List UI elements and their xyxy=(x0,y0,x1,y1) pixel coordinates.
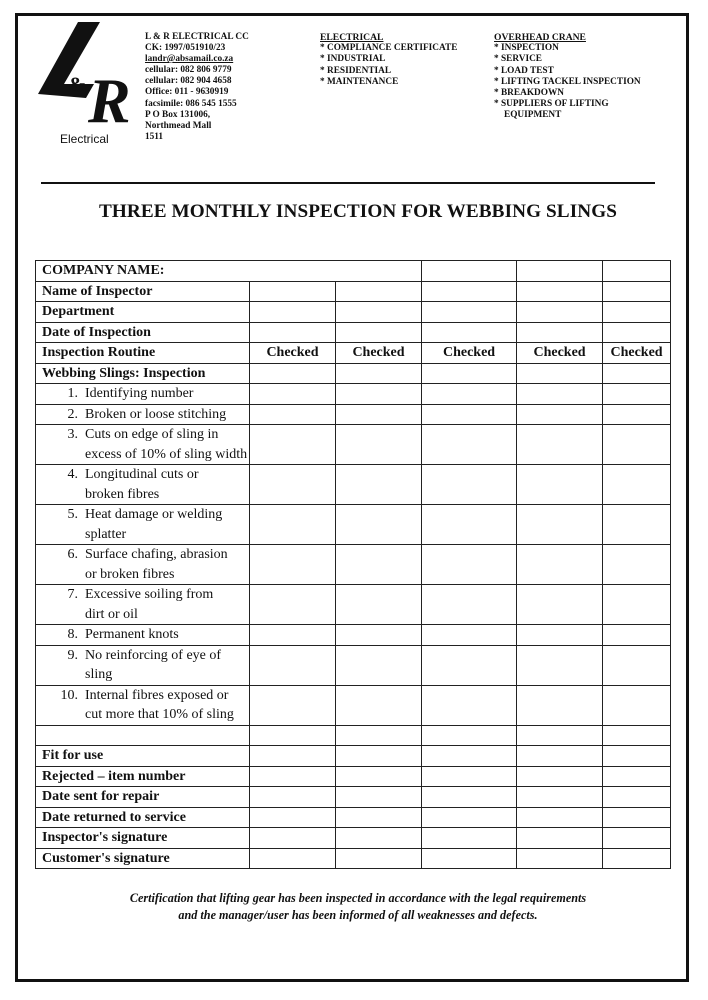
table-row xyxy=(36,322,671,343)
table-row xyxy=(36,848,671,869)
inspection-item: 1. Identifying number xyxy=(36,384,250,405)
entry-cell[interactable] xyxy=(517,766,603,787)
check-cell[interactable] xyxy=(250,505,336,545)
check-cell[interactable] xyxy=(422,404,517,425)
check-cell[interactable] xyxy=(336,425,422,465)
inspection-item: 6. Surface chafing, abrasion or broken fibres xyxy=(36,545,250,585)
entry-cell[interactable] xyxy=(250,766,336,787)
entry-cell[interactable] xyxy=(250,807,336,828)
check-cell[interactable] xyxy=(603,465,671,505)
crane-item: * SERVICE xyxy=(494,54,664,65)
entry-cell[interactable] xyxy=(422,746,517,767)
table-row xyxy=(36,787,671,808)
signature-cell[interactable] xyxy=(517,848,603,869)
signature-cell[interactable] xyxy=(603,848,671,869)
signature-cell[interactable] xyxy=(517,828,603,849)
company-cellular-2: cellular: 082 904 4658 xyxy=(145,76,232,87)
check-cell[interactable] xyxy=(250,363,336,384)
signature-cell[interactable] xyxy=(250,828,336,849)
inspection-item: 5. Heat damage or welding splatter xyxy=(36,505,250,545)
company-cellular-1: cellular: 082 806 9779 xyxy=(145,65,232,76)
check-cell[interactable] xyxy=(517,505,603,545)
check-cell[interactable] xyxy=(517,545,603,585)
check-cell[interactable] xyxy=(517,645,603,685)
electrical-services xyxy=(320,32,457,88)
table-row xyxy=(36,404,671,425)
check-cell[interactable] xyxy=(336,585,422,625)
header-divider xyxy=(41,182,655,184)
check-cell[interactable] xyxy=(336,725,422,746)
check-cell[interactable] xyxy=(517,465,603,505)
customer-signature-label: Customer's signature xyxy=(36,848,250,869)
entry-cell[interactable] xyxy=(336,746,422,767)
signature-cell[interactable] xyxy=(336,828,422,849)
certification-line-2: and the manager/user has been informed of all weaknesses and defects. xyxy=(178,907,538,922)
entry-cell[interactable] xyxy=(517,746,603,767)
table-row xyxy=(36,281,671,302)
entry-cell[interactable] xyxy=(336,807,422,828)
entry-cell[interactable] xyxy=(422,787,517,808)
entry-cell[interactable] xyxy=(517,787,603,808)
check-cell[interactable] xyxy=(250,384,336,405)
company-logo xyxy=(38,22,138,147)
table-row xyxy=(36,625,671,646)
table-row xyxy=(36,302,671,323)
signature-cell[interactable] xyxy=(250,848,336,869)
check-cell[interactable] xyxy=(336,404,422,425)
entry-cell[interactable] xyxy=(603,746,671,767)
check-cell[interactable] xyxy=(422,625,517,646)
electrical-item: * MAINTENANCE xyxy=(320,77,457,88)
table-row xyxy=(36,363,671,384)
entry-cell[interactable] xyxy=(336,322,422,343)
check-cell[interactable] xyxy=(336,645,422,685)
check-cell[interactable] xyxy=(422,384,517,405)
company-name-cell[interactable] xyxy=(517,261,603,282)
check-cell[interactable] xyxy=(603,425,671,465)
check-cell[interactable] xyxy=(336,625,422,646)
table-row xyxy=(36,585,671,625)
signature-cell[interactable] xyxy=(336,848,422,869)
check-cell[interactable] xyxy=(422,465,517,505)
check-cell[interactable] xyxy=(422,685,517,725)
date-sent-for-repair-label: Date sent for repair xyxy=(36,787,250,808)
company-name-cell[interactable] xyxy=(422,261,517,282)
inspection-item: 8. Permanent knots xyxy=(36,625,250,646)
check-cell[interactable] xyxy=(250,465,336,505)
entry-cell[interactable] xyxy=(336,281,422,302)
certification-note xyxy=(38,890,678,923)
entry-cell[interactable] xyxy=(422,281,517,302)
entry-cell[interactable] xyxy=(422,766,517,787)
company-email[interactable]: landr@absamail.co.za xyxy=(145,54,234,65)
crane-item: * LOAD TEST xyxy=(494,66,664,77)
check-cell[interactable] xyxy=(603,725,671,746)
entry-cell[interactable] xyxy=(422,807,517,828)
section-label: Webbing Slings: Inspection xyxy=(36,363,250,384)
checked-header: Checked xyxy=(422,343,517,364)
checked-header: Checked xyxy=(603,343,671,364)
check-cell[interactable] xyxy=(336,685,422,725)
check-cell[interactable] xyxy=(422,725,517,746)
entry-cell[interactable] xyxy=(603,322,671,343)
entry-cell[interactable] xyxy=(336,766,422,787)
check-cell[interactable] xyxy=(603,363,671,384)
entry-cell[interactable] xyxy=(422,302,517,323)
company-details xyxy=(145,32,249,143)
table-row xyxy=(36,645,671,685)
check-cell[interactable] xyxy=(603,404,671,425)
check-cell[interactable] xyxy=(517,384,603,405)
entry-cell[interactable] xyxy=(603,807,671,828)
entry-cell[interactable] xyxy=(603,281,671,302)
check-cell[interactable] xyxy=(250,425,336,465)
entry-cell[interactable] xyxy=(517,281,603,302)
crane-item: * LIFTING TACKEL INSPECTION xyxy=(494,77,664,88)
date-of-inspection-label: Date of Inspection xyxy=(36,322,250,343)
table-row xyxy=(36,465,671,505)
entry-cell[interactable] xyxy=(603,787,671,808)
entry-cell[interactable] xyxy=(603,302,671,323)
check-cell[interactable] xyxy=(250,585,336,625)
entry-cell[interactable] xyxy=(250,302,336,323)
table-row xyxy=(36,384,671,405)
date-returned-label: Date returned to service xyxy=(36,807,250,828)
signature-cell[interactable] xyxy=(603,828,671,849)
logo-subtitle: Electrical xyxy=(60,132,109,146)
entry-cell[interactable] xyxy=(250,787,336,808)
company-po-box: P O Box 131006, xyxy=(145,109,211,120)
check-cell[interactable] xyxy=(422,363,517,384)
certification-line-1: Certification that lifting gear has been inspected in accordance with the legal requirements xyxy=(129,891,587,905)
check-cell[interactable] xyxy=(336,363,422,384)
inspection-item: 2. Broken or loose stitching xyxy=(36,404,250,425)
signature-cell[interactable] xyxy=(422,848,517,869)
check-cell[interactable] xyxy=(336,465,422,505)
electrical-item: * RESIDENTIAL xyxy=(320,66,457,77)
check-cell[interactable] xyxy=(517,404,603,425)
entry-cell[interactable] xyxy=(517,807,603,828)
company-facsimile: facsimile: 086 545 1555 xyxy=(145,98,237,109)
inspection-item: 3. Cuts on edge of sling in excess of 10% of sling width xyxy=(36,425,250,465)
checked-header: Checked xyxy=(517,343,603,364)
company-mall: Northmead Mall xyxy=(145,120,212,131)
check-cell[interactable] xyxy=(603,545,671,585)
table-row xyxy=(36,828,671,849)
checked-header: Checked xyxy=(336,343,422,364)
page-title: THREE MONTHLY INSPECTION FOR WEBBING SLINGS xyxy=(98,201,618,222)
crane-item: * SUPPLIERS OF LIFTING EQUIPMENT xyxy=(494,99,664,121)
company-office: Office: 011 - 9630919 xyxy=(145,87,229,98)
entry-cell[interactable] xyxy=(250,746,336,767)
check-cell[interactable] xyxy=(336,545,422,585)
logo-ampersand: & xyxy=(68,72,87,97)
check-cell[interactable] xyxy=(422,645,517,685)
electrical-heading: ELECTRICAL xyxy=(320,32,384,43)
inspection-routine-label: Inspection Routine xyxy=(36,343,250,364)
crane-item: * BREAKDOWN xyxy=(494,88,664,99)
company-name-label: COMPANY NAME: xyxy=(36,261,422,282)
fit-for-use-label: Fit for use xyxy=(36,746,250,767)
table-row xyxy=(36,505,671,545)
overhead-crane-services xyxy=(494,32,664,122)
company-name-cell[interactable] xyxy=(603,261,671,282)
check-cell[interactable] xyxy=(517,425,603,465)
entry-cell[interactable] xyxy=(250,281,336,302)
electrical-item: * COMPLIANCE CERTIFICATE xyxy=(320,43,457,54)
check-cell[interactable] xyxy=(422,425,517,465)
entry-cell[interactable] xyxy=(336,302,422,323)
check-cell[interactable] xyxy=(517,585,603,625)
entry-cell[interactable] xyxy=(250,322,336,343)
signature-cell[interactable] xyxy=(422,828,517,849)
check-cell[interactable] xyxy=(603,625,671,646)
check-cell[interactable] xyxy=(336,384,422,405)
inspection-form-table xyxy=(35,260,671,869)
name-of-inspector-label: Name of Inspector xyxy=(36,281,250,302)
rejected-label: Rejected – item number xyxy=(36,766,250,787)
check-cell[interactable] xyxy=(603,685,671,725)
check-cell[interactable] xyxy=(517,363,603,384)
inspector-signature-label: Inspector's signature xyxy=(36,828,250,849)
entry-cell[interactable] xyxy=(422,322,517,343)
check-cell[interactable] xyxy=(422,545,517,585)
table-row xyxy=(36,725,671,746)
company-ck: CK: 1997/051910/23 xyxy=(145,43,226,54)
check-cell[interactable] xyxy=(336,505,422,545)
check-cell[interactable] xyxy=(422,505,517,545)
check-cell[interactable] xyxy=(422,585,517,625)
check-cell[interactable] xyxy=(603,505,671,545)
electrical-item: * INDUSTRIAL xyxy=(320,54,457,65)
department-label: Department xyxy=(36,302,250,323)
entry-cell[interactable] xyxy=(603,766,671,787)
check-cell[interactable] xyxy=(250,404,336,425)
logo-r: R xyxy=(88,65,131,136)
check-cell[interactable] xyxy=(250,645,336,685)
crane-item: * INSPECTION xyxy=(494,43,664,54)
entry-cell[interactable] xyxy=(336,787,422,808)
check-cell[interactable] xyxy=(250,625,336,646)
inspection-item: 7. Excessive soiling from dirt or oil xyxy=(36,585,250,625)
check-cell[interactable] xyxy=(603,384,671,405)
table-row xyxy=(36,807,671,828)
table-row xyxy=(36,343,671,364)
table-row xyxy=(36,425,671,465)
checked-header: Checked xyxy=(250,343,336,364)
table-row xyxy=(36,766,671,787)
entry-cell[interactable] xyxy=(517,322,603,343)
table-row xyxy=(36,545,671,585)
table-row xyxy=(36,685,671,725)
check-cell[interactable] xyxy=(250,725,336,746)
company-code: 1511 xyxy=(145,131,164,142)
table-row xyxy=(36,261,671,282)
inspection-item: 4. Longitudinal cuts or broken fibres xyxy=(36,465,250,505)
inspection-item: 9. No reinforcing of eye of sling xyxy=(36,645,250,685)
check-cell[interactable] xyxy=(250,545,336,585)
inspection-item: 10. Internal fibres exposed or cut more that 10% of sling xyxy=(36,685,250,725)
check-cell[interactable] xyxy=(517,685,603,725)
table-row xyxy=(36,746,671,767)
check-cell[interactable] xyxy=(603,585,671,625)
check-cell[interactable] xyxy=(517,725,603,746)
check-cell[interactable] xyxy=(603,645,671,685)
blank-cell xyxy=(36,725,250,746)
check-cell[interactable] xyxy=(250,685,336,725)
entry-cell[interactable] xyxy=(517,302,603,323)
company-name: L & R ELECTRICAL CC xyxy=(145,32,249,42)
overhead-crane-heading: OVERHEAD CRANE xyxy=(494,32,586,43)
check-cell[interactable] xyxy=(517,625,603,646)
